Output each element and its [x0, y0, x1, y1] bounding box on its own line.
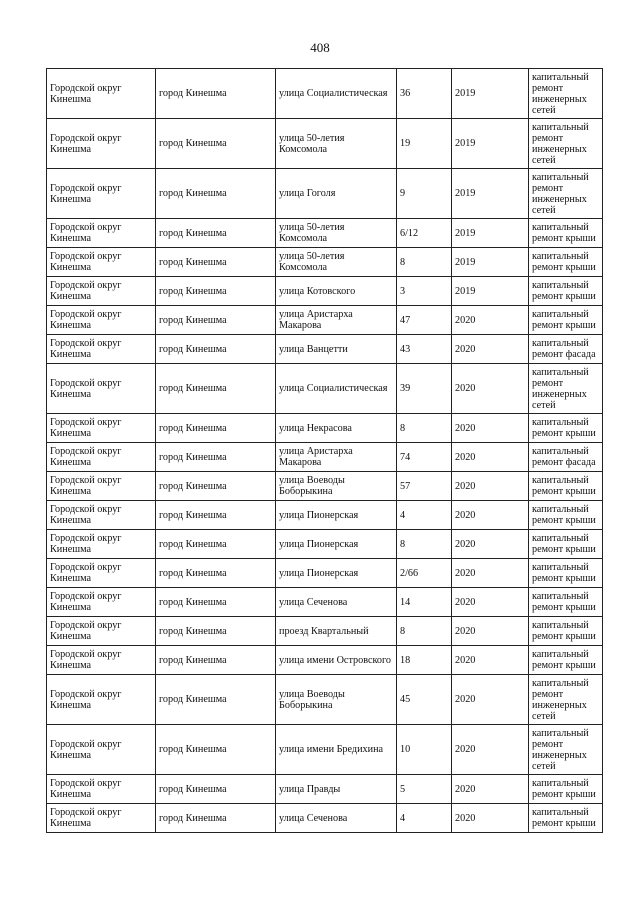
district-cell: Городской округ Кинешма — [47, 775, 156, 804]
city-cell: город Кинешма — [156, 675, 276, 725]
street-cell: проезд Квартальный — [276, 617, 397, 646]
house-number-cell: 47 — [397, 306, 452, 335]
street-cell: улица имени Островского — [276, 646, 397, 675]
table-row — [47, 169, 603, 219]
year-cell: 2020 — [452, 646, 529, 675]
street-cell: улица Некрасова — [276, 414, 397, 443]
city-cell: город Кинешма — [156, 725, 276, 775]
work-type-cell: капитальный ремонт крыши — [529, 804, 603, 833]
street-cell: улица Воеводы Боборыкина — [276, 472, 397, 501]
year-cell: 2019 — [452, 119, 529, 169]
table-row — [47, 443, 603, 472]
table-row — [47, 804, 603, 833]
year-cell: 2019 — [452, 69, 529, 119]
city-cell: город Кинешма — [156, 617, 276, 646]
table-row — [47, 277, 603, 306]
work-type-cell: капитальный ремонт крыши — [529, 501, 603, 530]
table-row — [47, 414, 603, 443]
house-number-cell: 74 — [397, 443, 452, 472]
table-row — [47, 646, 603, 675]
street-cell: улица имени Бредихина — [276, 725, 397, 775]
house-number-cell: 57 — [397, 472, 452, 501]
year-cell: 2020 — [452, 804, 529, 833]
district-cell: Городской округ Кинешма — [47, 646, 156, 675]
district-cell: Городской округ Кинешма — [47, 219, 156, 248]
work-type-cell: капитальный ремонт инженерных сетей — [529, 119, 603, 169]
house-number-cell: 8 — [397, 414, 452, 443]
page-number: 408 — [310, 40, 330, 55]
house-number-cell: 39 — [397, 364, 452, 414]
work-type-cell: капитальный ремонт инженерных сетей — [529, 725, 603, 775]
work-type-cell: капитальный ремонт крыши — [529, 248, 603, 277]
city-cell: город Кинешма — [156, 169, 276, 219]
house-number-cell: 4 — [397, 501, 452, 530]
table-row — [47, 69, 603, 119]
table-row — [47, 306, 603, 335]
table-row — [47, 219, 603, 248]
work-type-cell: капитальный ремонт крыши — [529, 277, 603, 306]
table-row — [47, 617, 603, 646]
street-cell: улица 50-летия Комсомола — [276, 248, 397, 277]
city-cell: город Кинешма — [156, 119, 276, 169]
year-cell: 2020 — [452, 472, 529, 501]
city-cell: город Кинешма — [156, 335, 276, 364]
house-number-cell: 2/66 — [397, 559, 452, 588]
city-cell: город Кинешма — [156, 69, 276, 119]
table-row — [47, 675, 603, 725]
city-cell: город Кинешма — [156, 364, 276, 414]
city-cell: город Кинешма — [156, 804, 276, 833]
work-type-cell: капитальный ремонт инженерных сетей — [529, 69, 603, 119]
work-type-cell: капитальный ремонт крыши — [529, 646, 603, 675]
city-cell: город Кинешма — [156, 588, 276, 617]
district-cell: Городской округ Кинешма — [47, 472, 156, 501]
district-cell: Городской округ Кинешма — [47, 306, 156, 335]
house-number-cell: 8 — [397, 530, 452, 559]
district-cell: Городской округ Кинешма — [47, 559, 156, 588]
street-cell: улица Социалистическая — [276, 69, 397, 119]
work-type-cell: капитальный ремонт крыши — [529, 559, 603, 588]
table-row — [47, 588, 603, 617]
house-number-cell: 8 — [397, 248, 452, 277]
year-cell: 2020 — [452, 414, 529, 443]
work-type-cell: капитальный ремонт крыши — [529, 775, 603, 804]
district-cell: Городской округ Кинешма — [47, 443, 156, 472]
city-cell: город Кинешма — [156, 559, 276, 588]
table-row — [47, 725, 603, 775]
work-type-cell: капитальный ремонт инженерных сетей — [529, 169, 603, 219]
street-cell: улица Социалистическая — [276, 364, 397, 414]
house-number-cell: 43 — [397, 335, 452, 364]
district-cell: Городской округ Кинешма — [47, 248, 156, 277]
street-cell: улица Правды — [276, 775, 397, 804]
street-cell: улица Ванцетти — [276, 335, 397, 364]
year-cell: 2019 — [452, 248, 529, 277]
year-cell: 2020 — [452, 617, 529, 646]
year-cell: 2019 — [452, 169, 529, 219]
housing-repair-table — [46, 68, 603, 833]
work-type-cell: капитальный ремонт крыши — [529, 414, 603, 443]
work-type-cell: капитальный ремонт крыши — [529, 472, 603, 501]
year-cell: 2020 — [452, 725, 529, 775]
street-cell: улица Гоголя — [276, 169, 397, 219]
work-type-cell: капитальный ремонт инженерных сетей — [529, 675, 603, 725]
district-cell: Городской округ Кинешма — [47, 169, 156, 219]
district-cell: Городской округ Кинешма — [47, 725, 156, 775]
table-body — [47, 69, 603, 833]
street-cell: улица Воеводы Боборыкина — [276, 675, 397, 725]
district-cell: Городской округ Кинешма — [47, 804, 156, 833]
work-type-cell: капитальный ремонт крыши — [529, 617, 603, 646]
street-cell: улица Пионерская — [276, 559, 397, 588]
table-row — [47, 775, 603, 804]
work-type-cell: капитальный ремонт крыши — [529, 306, 603, 335]
table-row — [47, 335, 603, 364]
table-row — [47, 530, 603, 559]
house-number-cell: 9 — [397, 169, 452, 219]
city-cell: город Кинешма — [156, 530, 276, 559]
house-number-cell: 19 — [397, 119, 452, 169]
year-cell: 2020 — [452, 364, 529, 414]
year-cell: 2020 — [452, 675, 529, 725]
district-cell: Городской округ Кинешма — [47, 119, 156, 169]
street-cell: улица 50-летия Комсомола — [276, 119, 397, 169]
street-cell: улица Котовского — [276, 277, 397, 306]
year-cell: 2019 — [452, 219, 529, 248]
year-cell: 2020 — [452, 775, 529, 804]
street-cell: улица Аристарха Макарова — [276, 306, 397, 335]
house-number-cell: 14 — [397, 588, 452, 617]
year-cell: 2020 — [452, 530, 529, 559]
year-cell: 2020 — [452, 443, 529, 472]
city-cell: город Кинешма — [156, 646, 276, 675]
year-cell: 2020 — [452, 559, 529, 588]
house-number-cell: 18 — [397, 646, 452, 675]
street-cell: улица Пионерская — [276, 501, 397, 530]
street-cell: улица Сеченова — [276, 588, 397, 617]
house-number-cell: 3 — [397, 277, 452, 306]
street-cell: улица Аристарха Макарова — [276, 443, 397, 472]
district-cell: Городской округ Кинешма — [47, 69, 156, 119]
city-cell: город Кинешма — [156, 219, 276, 248]
city-cell: город Кинешма — [156, 414, 276, 443]
house-number-cell: 45 — [397, 675, 452, 725]
year-cell: 2019 — [452, 277, 529, 306]
city-cell: город Кинешма — [156, 443, 276, 472]
work-type-cell: капитальный ремонт фасада — [529, 443, 603, 472]
year-cell: 2020 — [452, 588, 529, 617]
table-row — [47, 364, 603, 414]
street-cell: улица Сеченова — [276, 804, 397, 833]
city-cell: город Кинешма — [156, 248, 276, 277]
district-cell: Городской округ Кинешма — [47, 335, 156, 364]
work-type-cell: капитальный ремонт крыши — [529, 530, 603, 559]
table-row — [47, 119, 603, 169]
city-cell: город Кинешма — [156, 306, 276, 335]
street-cell: улица Пионерская — [276, 530, 397, 559]
house-number-cell: 10 — [397, 725, 452, 775]
house-number-cell: 36 — [397, 69, 452, 119]
district-cell: Городской округ Кинешма — [47, 414, 156, 443]
work-type-cell: капитальный ремонт фасада — [529, 335, 603, 364]
table-row — [47, 559, 603, 588]
house-number-cell: 4 — [397, 804, 452, 833]
table-row — [47, 248, 603, 277]
city-cell: город Кинешма — [156, 501, 276, 530]
house-number-cell: 5 — [397, 775, 452, 804]
city-cell: город Кинешма — [156, 775, 276, 804]
district-cell: Городской округ Кинешма — [47, 675, 156, 725]
work-type-cell: капитальный ремонт крыши — [529, 588, 603, 617]
table-row — [47, 501, 603, 530]
district-cell: Городской округ Кинешма — [47, 530, 156, 559]
district-cell: Городской округ Кинешма — [47, 277, 156, 306]
year-cell: 2020 — [452, 501, 529, 530]
house-number-cell: 6/12 — [397, 219, 452, 248]
year-cell: 2020 — [452, 335, 529, 364]
work-type-cell: капитальный ремонт крыши — [529, 219, 603, 248]
work-type-cell: капитальный ремонт инженерных сетей — [529, 364, 603, 414]
house-number-cell: 8 — [397, 617, 452, 646]
table-row — [47, 472, 603, 501]
district-cell: Городской округ Кинешма — [47, 501, 156, 530]
city-cell: город Кинешма — [156, 472, 276, 501]
street-cell: улица 50-летия Комсомола — [276, 219, 397, 248]
city-cell: город Кинешма — [156, 277, 276, 306]
year-cell: 2020 — [452, 306, 529, 335]
district-cell: Городской округ Кинешма — [47, 588, 156, 617]
district-cell: Городской округ Кинешма — [47, 617, 156, 646]
district-cell: Городской округ Кинешма — [47, 364, 156, 414]
